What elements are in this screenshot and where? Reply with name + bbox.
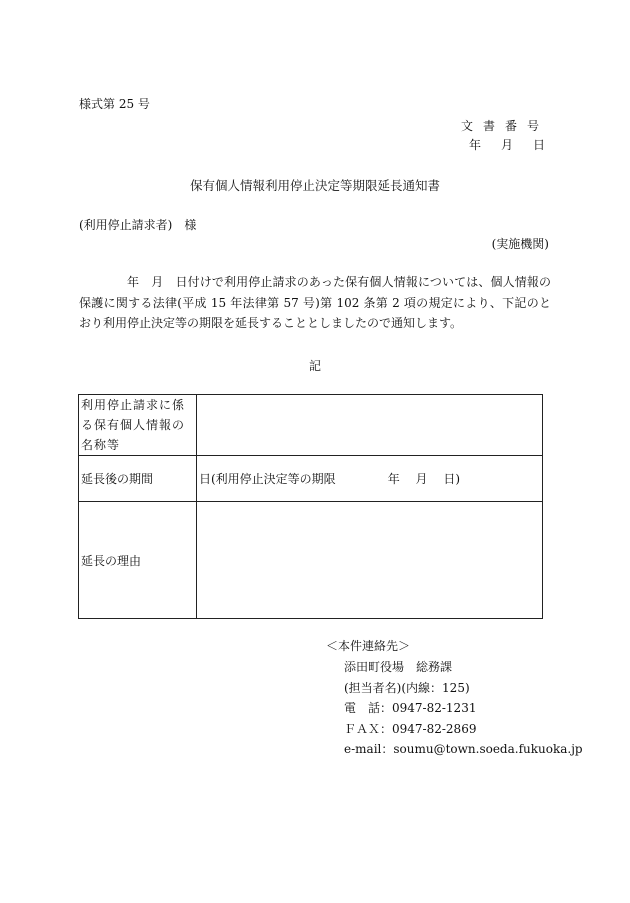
issuer-line: (実施機関) [491,237,549,251]
table-row-extended-period [79,456,543,502]
table-row-extension-reason [79,502,543,619]
info-name-value [197,395,543,456]
document-number-label: 文書番号 [460,119,549,133]
ki-heading: 記 [308,359,321,373]
extension-reason-value [197,502,543,619]
contact-person: (担当者名)(内線：125) [344,681,470,695]
contact-telephone: 電 話：0947-82-1231 [344,701,477,715]
extension-reason-label: 延長の理由 [79,502,197,619]
contact-email[interactable]: e-mail：soumu@town.soeda.fukuoka.jp [344,742,583,756]
info-name-label: 利用停止請求に係る保有個人情報の名称等 [79,395,197,456]
extended-period-suffix: 年 月 日) [387,472,460,486]
date-label: 年 月 日 [468,138,549,152]
body-paragraph: 年 月 日付けで利用停止請求のあった保有個人情報については、個人情報の保護に関する法律(平成 15 年法律第 57 号)第 102 条第 2 項の規定により、下記のとおり利用停止決定等の期限を延長することとしましたので通知します。 [79,275,551,330]
table-row-info-name [79,395,543,456]
extended-period-label: 延長後の期間 [79,456,197,502]
detail-table [78,394,543,619]
extended-period-prefix: 日(利用停止決定等の期限 [199,472,336,486]
extended-period-value [197,456,543,502]
document-title: 保有個人情報利用停止決定等期限延長通知書 [189,178,440,193]
form-number: 様式第 25 号 [79,97,150,111]
contact-department: 添田町役場 総務課 [344,660,453,674]
contact-header: ＜本件連絡先＞ [326,639,411,653]
contact-fax: ＦＡＸ：0947-82-2869 [344,722,477,736]
recipient-line: (利用停止請求者) 様 [79,218,197,232]
